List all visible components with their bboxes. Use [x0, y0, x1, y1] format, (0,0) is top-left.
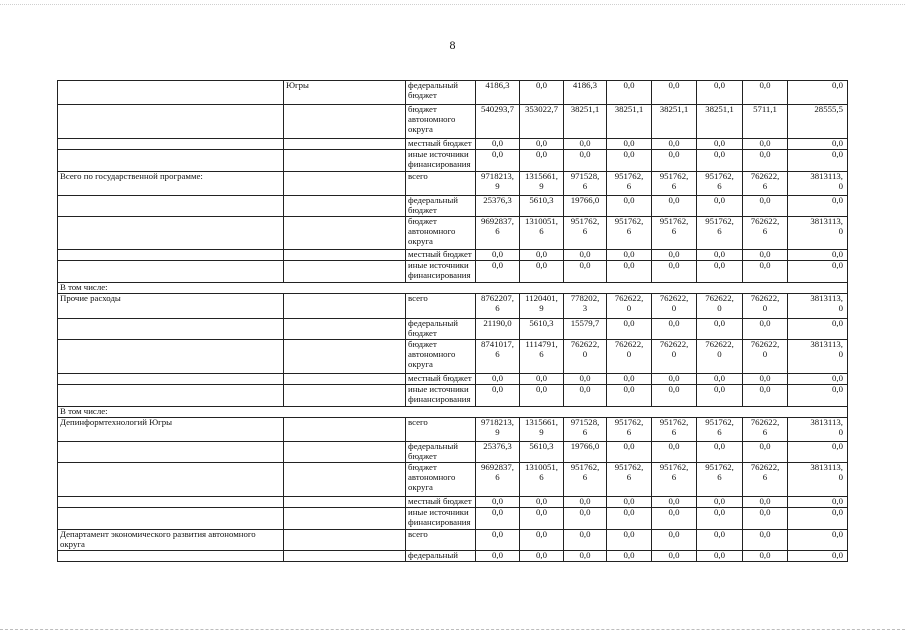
value-cell: 0,0: [476, 550, 520, 561]
program-cell: [284, 217, 406, 250]
value-cell: 9692837, 6: [476, 463, 520, 497]
value-cell: 0,0: [520, 530, 564, 551]
value-cell: 0,0: [652, 150, 697, 172]
value-cell: 0,0: [520, 374, 564, 385]
value-cell: 951762, 6: [652, 418, 697, 442]
item-name-cell: Депинформтехнологий Югры: [58, 418, 284, 442]
item-name-cell: Департамент экономического развития автономного округа: [58, 530, 284, 551]
item-name-cell: Прочие расходы: [58, 294, 284, 319]
value-cell: 353022,7: [520, 105, 564, 139]
program-cell: Югры: [284, 81, 406, 105]
value-cell: 3813113, 0: [788, 463, 848, 497]
value-cell: 0,0: [476, 261, 520, 283]
value-cell: 9692837, 6: [476, 217, 520, 250]
value-cell: 762622, 0: [607, 340, 652, 374]
value-cell: 0,0: [476, 497, 520, 508]
program-cell: [284, 319, 406, 340]
value-cell: 0,0: [652, 497, 697, 508]
funding-source-cell: бюджет автономного округа: [406, 105, 476, 139]
table-row: [58, 407, 848, 418]
value-cell: 0,0: [743, 508, 788, 530]
value-cell: 951762, 6: [697, 172, 743, 196]
value-cell: 0,0: [607, 196, 652, 217]
value-cell: 762622, 0: [697, 340, 743, 374]
item-name-cell: [58, 442, 284, 463]
value-cell: 0,0: [607, 497, 652, 508]
value-cell: 0,0: [697, 442, 743, 463]
value-cell: 0,0: [697, 530, 743, 551]
value-cell: 0,0: [607, 442, 652, 463]
value-cell: 0,0: [743, 550, 788, 561]
value-cell: 0,0: [788, 261, 848, 283]
value-cell: 0,0: [652, 196, 697, 217]
value-cell: 762622, 6: [743, 172, 788, 196]
value-cell: 0,0: [788, 319, 848, 340]
value-cell: 0,0: [607, 530, 652, 551]
table-row: [58, 508, 848, 530]
value-cell: 778202, 3: [564, 294, 607, 319]
top-scan-border: [0, 4, 905, 5]
value-cell: 0,0: [697, 150, 743, 172]
value-cell: 19766,0: [564, 196, 607, 217]
value-cell: 5610,3: [520, 442, 564, 463]
value-cell: 0,0: [564, 508, 607, 530]
value-cell: 9718213, 9: [476, 172, 520, 196]
value-cell: 0,0: [788, 139, 848, 150]
table-row: [58, 261, 848, 283]
funding-source-cell: местный бюджет: [406, 139, 476, 150]
value-cell: 1315661, 9: [520, 418, 564, 442]
value-cell: 1310051, 6: [520, 463, 564, 497]
value-cell: 0,0: [743, 530, 788, 551]
value-cell: 38251,1: [607, 105, 652, 139]
value-cell: 0,0: [607, 319, 652, 340]
value-cell: 0,0: [476, 374, 520, 385]
value-cell: 0,0: [697, 385, 743, 407]
table-row: [58, 172, 848, 196]
value-cell: 0,0: [652, 550, 697, 561]
item-name-cell: [58, 196, 284, 217]
value-cell: 0,0: [652, 81, 697, 105]
table-row: [58, 250, 848, 261]
value-cell: 1310051, 6: [520, 217, 564, 250]
program-cell: [284, 294, 406, 319]
value-cell: 4186,3: [564, 81, 607, 105]
table-row: [58, 283, 848, 294]
value-cell: 0,0: [520, 385, 564, 407]
value-cell: 0,0: [607, 508, 652, 530]
value-cell: 0,0: [697, 508, 743, 530]
page-number: 8: [449, 38, 456, 52]
value-cell: 15579,7: [564, 319, 607, 340]
value-cell: 0,0: [743, 442, 788, 463]
value-cell: 0,0: [520, 81, 564, 105]
table-row: [58, 442, 848, 463]
program-cell: [284, 172, 406, 196]
budget-table-body: [58, 81, 848, 562]
program-cell: [284, 497, 406, 508]
value-cell: 0,0: [476, 530, 520, 551]
value-cell: 0,0: [788, 442, 848, 463]
value-cell: 0,0: [607, 374, 652, 385]
value-cell: 0,0: [520, 150, 564, 172]
program-cell: [284, 139, 406, 150]
value-cell: 951762, 6: [652, 217, 697, 250]
funding-source-cell: федеральный бюджет: [406, 442, 476, 463]
value-cell: 5711,1: [743, 105, 788, 139]
value-cell: 0,0: [520, 508, 564, 530]
program-cell: [284, 463, 406, 497]
funding-source-cell: федеральный бюджет: [406, 196, 476, 217]
funding-source-cell: бюджет автономного округа: [406, 217, 476, 250]
funding-source-cell: местный бюджет: [406, 250, 476, 261]
value-cell: 0,0: [476, 139, 520, 150]
item-name-cell: [58, 319, 284, 340]
value-cell: 0,0: [564, 150, 607, 172]
table-row: [58, 196, 848, 217]
value-cell: 0,0: [607, 550, 652, 561]
value-cell: 0,0: [788, 497, 848, 508]
value-cell: 0,0: [743, 261, 788, 283]
value-cell: 0,0: [476, 150, 520, 172]
item-name-cell: [58, 139, 284, 150]
value-cell: 0,0: [652, 319, 697, 340]
value-cell: 0,0: [743, 139, 788, 150]
table-row: [58, 374, 848, 385]
value-cell: 0,0: [607, 261, 652, 283]
value-cell: 762622, 0: [697, 294, 743, 319]
table-row: [58, 340, 848, 374]
value-cell: 1114791, 6: [520, 340, 564, 374]
funding-source-cell: бюджет автономного округа: [406, 463, 476, 497]
funding-source-cell: федеральный бюджет: [406, 81, 476, 105]
item-name-cell: [58, 150, 284, 172]
value-cell: 0,0: [652, 530, 697, 551]
program-cell: [284, 250, 406, 261]
value-cell: 0,0: [788, 385, 848, 407]
value-cell: 0,0: [697, 250, 743, 261]
value-cell: 38251,1: [652, 105, 697, 139]
value-cell: 0,0: [607, 150, 652, 172]
value-cell: 971528, 6: [564, 418, 607, 442]
value-cell: 0,0: [607, 139, 652, 150]
section-header-cell: В том числе:: [58, 283, 848, 294]
funding-source-cell: федеральный бюджет: [406, 319, 476, 340]
value-cell: 0,0: [697, 139, 743, 150]
value-cell: 0,0: [743, 150, 788, 172]
value-cell: 5610,3: [520, 319, 564, 340]
value-cell: 9718213, 9: [476, 418, 520, 442]
budget-table: [57, 80, 848, 562]
value-cell: 0,0: [697, 81, 743, 105]
value-cell: 762622, 0: [743, 294, 788, 319]
funding-source-cell: федеральный: [406, 550, 476, 561]
value-cell: 0,0: [788, 196, 848, 217]
value-cell: 951762, 6: [697, 463, 743, 497]
value-cell: 3813113, 0: [788, 294, 848, 319]
program-cell: [284, 385, 406, 407]
value-cell: 0,0: [520, 139, 564, 150]
value-cell: 21190,0: [476, 319, 520, 340]
funding-source-cell: иные источники финансирования: [406, 261, 476, 283]
program-cell: [284, 374, 406, 385]
item-name-cell: [58, 508, 284, 530]
funding-source-cell: бюджет автономного округа: [406, 340, 476, 374]
item-name-cell: [58, 105, 284, 139]
table-row: [58, 81, 848, 105]
item-name-cell: [58, 385, 284, 407]
value-cell: 0,0: [697, 550, 743, 561]
value-cell: 951762, 6: [607, 418, 652, 442]
table-row: [58, 294, 848, 319]
value-cell: 0,0: [564, 261, 607, 283]
table-row: [58, 105, 848, 139]
program-cell: [284, 442, 406, 463]
table-row: [58, 150, 848, 172]
program-cell: [284, 508, 406, 530]
value-cell: 0,0: [520, 261, 564, 283]
item-name-cell: [58, 463, 284, 497]
program-cell: [284, 261, 406, 283]
item-name-cell: [58, 261, 284, 283]
value-cell: 951762, 6: [607, 463, 652, 497]
item-name-cell: Всего по государственной программе:: [58, 172, 284, 196]
item-name-cell: [58, 217, 284, 250]
funding-source-cell: всего: [406, 294, 476, 319]
value-cell: 951762, 6: [607, 217, 652, 250]
value-cell: 762622, 0: [564, 340, 607, 374]
value-cell: 0,0: [564, 374, 607, 385]
funding-source-cell: всего: [406, 530, 476, 551]
funding-source-cell: иные источники финансирования: [406, 150, 476, 172]
value-cell: 0,0: [564, 550, 607, 561]
value-cell: 0,0: [564, 250, 607, 261]
value-cell: 0,0: [788, 374, 848, 385]
program-cell: [284, 150, 406, 172]
item-name-cell: [58, 497, 284, 508]
funding-source-cell: иные источники финансирования: [406, 385, 476, 407]
value-cell: 1315661, 9: [520, 172, 564, 196]
value-cell: 540293,7: [476, 105, 520, 139]
value-cell: 28555,5: [788, 105, 848, 139]
table-row: [58, 497, 848, 508]
table-row: [58, 319, 848, 340]
value-cell: 0,0: [788, 530, 848, 551]
value-cell: 38251,1: [564, 105, 607, 139]
value-cell: 5610,3: [520, 196, 564, 217]
item-name-cell: [58, 250, 284, 261]
value-cell: 0,0: [564, 497, 607, 508]
value-cell: 0,0: [743, 196, 788, 217]
program-cell: [284, 340, 406, 374]
value-cell: 0,0: [520, 497, 564, 508]
program-cell: [284, 530, 406, 551]
program-cell: [284, 105, 406, 139]
value-cell: 762622, 6: [743, 418, 788, 442]
value-cell: 3813113, 0: [788, 172, 848, 196]
value-cell: 0,0: [743, 81, 788, 105]
table-row: [58, 463, 848, 497]
value-cell: 951762, 6: [564, 463, 607, 497]
value-cell: 951762, 6: [652, 172, 697, 196]
value-cell: 0,0: [788, 81, 848, 105]
funding-source-cell: всего: [406, 418, 476, 442]
section-header-cell: В том числе:: [58, 407, 848, 418]
program-cell: [284, 196, 406, 217]
value-cell: 0,0: [652, 385, 697, 407]
funding-source-cell: всего: [406, 172, 476, 196]
value-cell: 38251,1: [697, 105, 743, 139]
value-cell: 0,0: [788, 250, 848, 261]
value-cell: 0,0: [476, 385, 520, 407]
value-cell: 0,0: [743, 497, 788, 508]
table-row: [58, 139, 848, 150]
value-cell: 0,0: [652, 261, 697, 283]
table-row: [58, 530, 848, 551]
value-cell: 25376,3: [476, 196, 520, 217]
value-cell: 4186,3: [476, 81, 520, 105]
value-cell: 8762207, 6: [476, 294, 520, 319]
table-row: [58, 550, 848, 561]
item-name-cell: [58, 374, 284, 385]
value-cell: 0,0: [652, 250, 697, 261]
value-cell: 0,0: [788, 550, 848, 561]
value-cell: 0,0: [652, 374, 697, 385]
value-cell: 951762, 6: [697, 418, 743, 442]
program-cell: [284, 418, 406, 442]
value-cell: 762622, 0: [652, 294, 697, 319]
value-cell: 951762, 6: [607, 172, 652, 196]
funding-source-cell: иные источники финансирования: [406, 508, 476, 530]
value-cell: 0,0: [743, 374, 788, 385]
value-cell: 0,0: [476, 508, 520, 530]
value-cell: 8741017, 6: [476, 340, 520, 374]
value-cell: 762622, 6: [743, 217, 788, 250]
value-cell: 0,0: [743, 319, 788, 340]
value-cell: 0,0: [697, 261, 743, 283]
value-cell: 0,0: [607, 385, 652, 407]
value-cell: 0,0: [652, 442, 697, 463]
funding-source-cell: местный бюджет: [406, 497, 476, 508]
value-cell: 3813113, 0: [788, 340, 848, 374]
value-cell: 0,0: [652, 139, 697, 150]
value-cell: 0,0: [607, 250, 652, 261]
value-cell: 0,0: [697, 196, 743, 217]
value-cell: 951762, 6: [564, 217, 607, 250]
value-cell: 0,0: [743, 385, 788, 407]
value-cell: 762622, 0: [743, 340, 788, 374]
value-cell: 762622, 0: [607, 294, 652, 319]
value-cell: 0,0: [788, 150, 848, 172]
value-cell: 951762, 6: [697, 217, 743, 250]
value-cell: 0,0: [607, 81, 652, 105]
value-cell: 0,0: [520, 550, 564, 561]
value-cell: 0,0: [697, 374, 743, 385]
value-cell: 25376,3: [476, 442, 520, 463]
item-name-cell: [58, 550, 284, 561]
value-cell: 951762, 6: [652, 463, 697, 497]
value-cell: 0,0: [652, 508, 697, 530]
value-cell: 762622, 0: [652, 340, 697, 374]
program-cell: [284, 550, 406, 561]
value-cell: 0,0: [697, 319, 743, 340]
bottom-scan-border: [0, 629, 905, 630]
table-row: [58, 385, 848, 407]
value-cell: 0,0: [564, 530, 607, 551]
table-row: [58, 418, 848, 442]
value-cell: 3813113, 0: [788, 217, 848, 250]
value-cell: 0,0: [743, 250, 788, 261]
value-cell: 0,0: [564, 385, 607, 407]
value-cell: 3813113, 0: [788, 418, 848, 442]
value-cell: 1120401, 9: [520, 294, 564, 319]
value-cell: 0,0: [520, 250, 564, 261]
value-cell: 19766,0: [564, 442, 607, 463]
value-cell: 0,0: [564, 139, 607, 150]
value-cell: 971528, 6: [564, 172, 607, 196]
value-cell: 0,0: [788, 508, 848, 530]
value-cell: 0,0: [697, 497, 743, 508]
value-cell: 0,0: [476, 250, 520, 261]
value-cell: 762622, 6: [743, 463, 788, 497]
table-row: [58, 217, 848, 250]
item-name-cell: [58, 81, 284, 105]
item-name-cell: [58, 340, 284, 374]
funding-source-cell: местный бюджет: [406, 374, 476, 385]
